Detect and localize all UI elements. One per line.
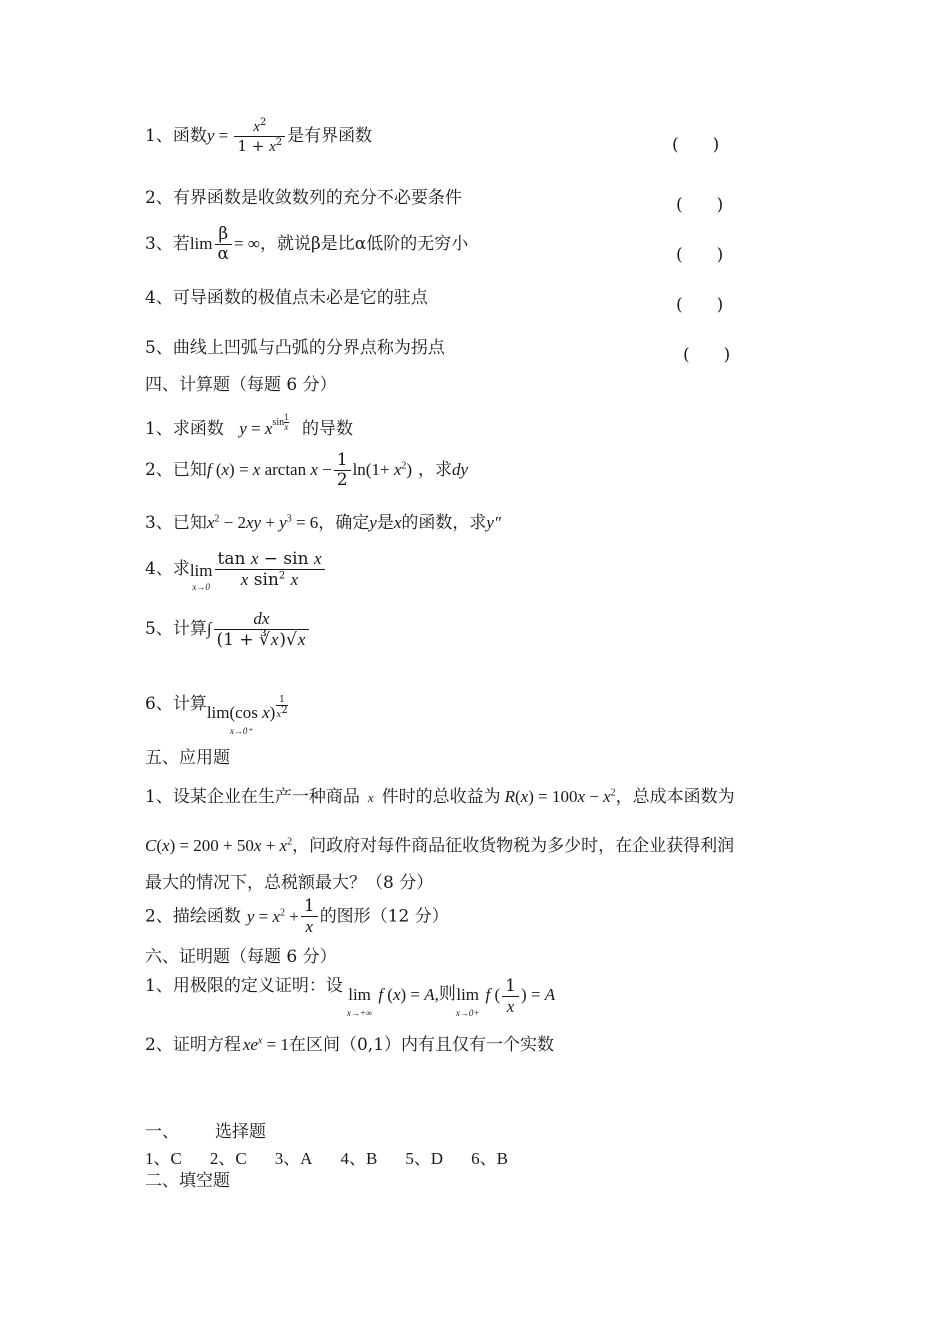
formula: y [206,126,215,145]
calc-item-6: 6、计算 lim(cos x) x→0⁺ $\frac{1}{x^2}$ [145,694,288,736]
item-number: 4、 [145,288,173,308]
section-heading-app: 五、应用题 [145,748,230,768]
item-text: 可导函数的极值点未必是它的驻点 [172,288,428,308]
answer-6: 6、B [471,1149,508,1168]
item-text-pre: 函数 [172,126,207,146]
answer-paren-1[interactable]: ( ) [672,135,720,155]
item-number: 2、 [145,188,173,208]
answer-paren-3[interactable]: ( ) [676,245,724,265]
answers-heading: 一、 选择题 [145,1122,266,1142]
answers-heading-2: 二、填空题 [145,1171,230,1191]
answer-4: 4、B [340,1149,378,1168]
item-text: 有界函数是收敛数列的充分不必要条件 [172,188,462,208]
app-item-1-line3: 最大的情况下，总税额最大？（8 分） [145,873,434,893]
item-number: 5、 [145,338,173,358]
calc-item-4: 4、求 lim x→0 $\frac{\text{tan x − sin x}}{x \sin^2 x}$ [145,550,327,592]
proof-item-1: 1、用极限的定义证明：设 lim x→+∞ f (x) = A,则 lim x→0+ f ( $\frac{1}{x}$ ) = A [145,976,556,1018]
item-text-post: ，就说β是比α低阶的无穷小 [259,234,469,254]
answer-5: 5、D [405,1149,444,1168]
section-heading-calc: 四、计算题（每题 6 分） [145,375,337,395]
limit: lim(cos x) x→0⁺ [206,703,276,736]
calc-item-3: 3、已知$x^2 - 2xy + y^3 = 6$，确定y是x的函数，求y″ [145,513,502,533]
item-number: 1、 [145,126,173,146]
fraction: $\frac{x^2}{1 + x^2}$ [234,118,285,155]
tf-item-4 [145,290,428,307]
item-number: 3、 [145,234,173,254]
item-text-pre: 若 [172,234,190,254]
fraction: $\frac{1}{x}$ [502,978,519,1016]
calc-item-1: 1、求函数 $y = x^{sin \frac{1}{x}}$ 的导数 [145,412,353,439]
tf-item-3: 3、若lim $\frac{\beta}{\alpha}$ = ∞，就说β是比α低阶的无穷小 [145,224,469,264]
fraction: $\frac{dx}{(1 + ∛x)√x}$ [214,610,310,649]
limit: lim x→0 [189,561,213,592]
section-heading-proof: 六、证明题（每题 6 分） [145,947,337,967]
answer-paren-4[interactable]: ( ) [676,295,724,315]
answer-2: 2、C [209,1149,247,1168]
fraction: $\frac{1}{x}$ [301,898,318,936]
fraction: $\frac{1}{2}$ [334,452,351,489]
proof-item-2: 2、证明方程 $xe^x = 1$在区间（0,1）内有且仅有一个实数 [145,1035,555,1055]
app-item-2: 2、描绘函数 $y = x^2$ + $\frac{1}{x}$ 的图形（12 分） [145,896,449,936]
app-item-1-line2: $C(x) = 200 + 50x + x^2$，问政府对每件商品征收货物税为多少时，在企业获得利润 [145,836,735,856]
limit: lim x→0+ [455,985,480,1018]
tf-item-1: 1、函数y = $\frac{x^2}{1 + x^2}$ 是有界函数 [145,117,373,155]
answer-paren-5[interactable]: ( ) [683,345,731,365]
limit: lim x→+∞ [346,985,373,1018]
app-item-1-line1: 1、设某企业在生产一种商品 x 件时的总收益为 $R(x) = 100x - x^2$，总成本函数为 [145,787,735,807]
answer-3: 3、A [274,1149,313,1168]
fraction: $\frac{\beta}{\alpha}$ [215,226,232,263]
answer-paren-2[interactable]: ( ) [676,195,724,215]
calc-item-5: 5、计算∫ $\frac{dx}{(1 + ∛x)√x}$ [145,610,311,649]
fraction: $\frac{\text{tan x − sin x}}{x \sin^2 x}$ [215,550,325,589]
calc-item-2: 2、已知f (x) = x arctan x − $\frac{1}{2}$ $\ln(1+ x^2)$ ，求dy [145,450,469,490]
item-text-post: 是有界函数 [287,126,373,146]
tf-item-2 [145,190,462,207]
answer-1: 1、C [145,1149,182,1168]
tf-item-5 [145,340,445,357]
item-text: 曲线上凹弧与凸弧的分界点称为拐点 [172,338,445,358]
answers-row [145,1150,536,1167]
